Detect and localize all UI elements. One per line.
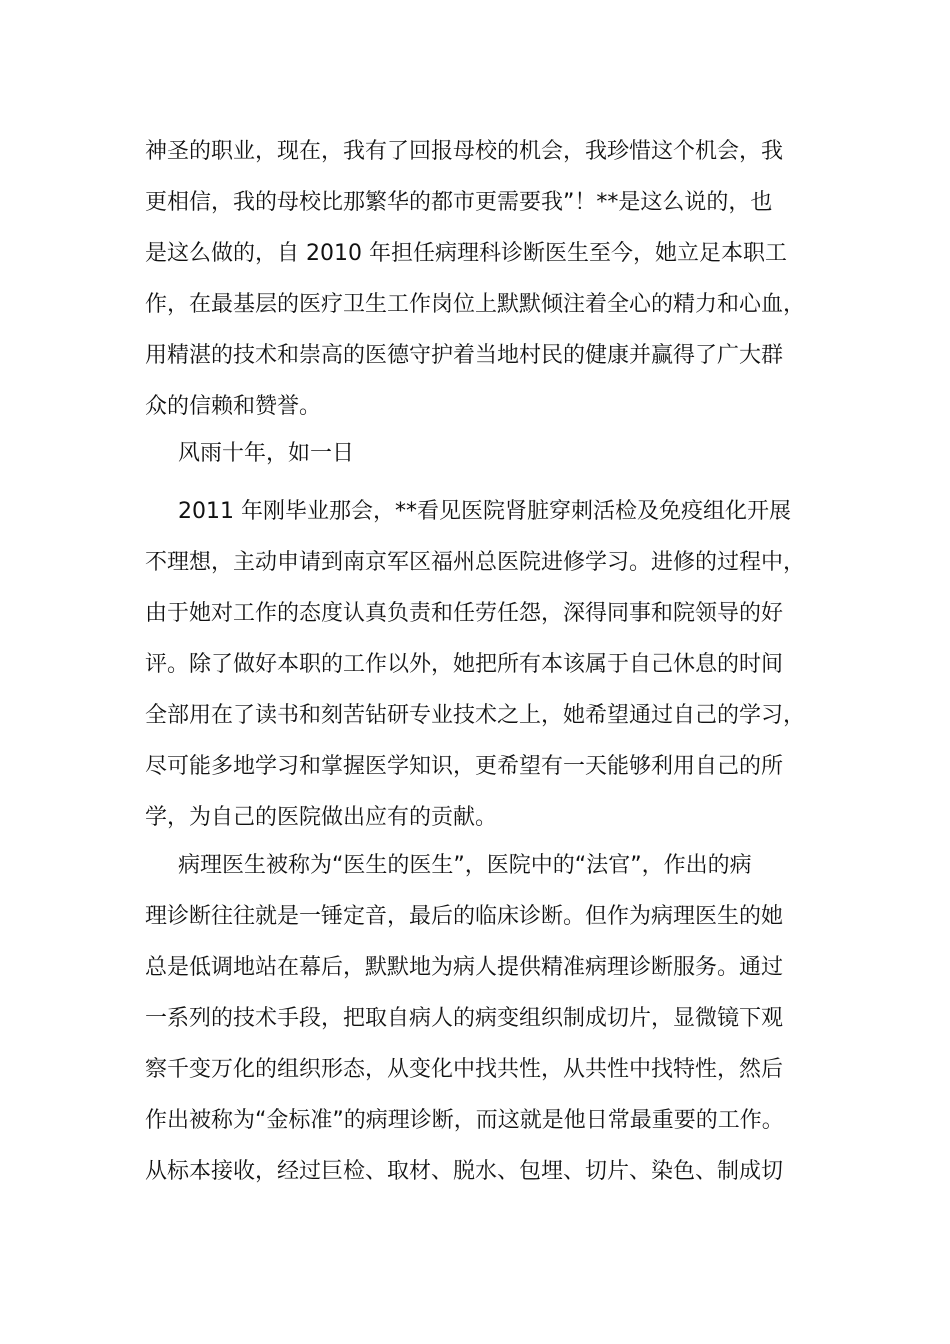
text-line: 作出被称为“金标准”的病理诊断，而这就是他日常最重要的工作。 [145,1108,784,1133]
text-line: 不理想，主动申请到南京军区福州总医院进修学习。进修的过程中， [145,550,806,575]
text-line: 病理医生被称为“医生的医生”，医院中的“法官”，作出的病 [178,853,752,878]
text-line: 是这么做的，自 2010 年担任病理科诊断医生至今，她立足本职工 [145,241,787,266]
text-line: 全部用在了读书和刻苦钻研专业技术之上，她希望通过自己的学习， [145,703,806,728]
text-line: 察千变万化的组织形态，从变化中找共性，从共性中找特性，然后 [145,1057,784,1082]
text-line: 理诊断往往就是一锤定音，最后的临床诊断。但作为病理医生的她 [145,904,784,929]
text-line: 2011 年刚毕业那会，**看见医院肾脏穿刺活检及免疫组化开展 [178,499,791,524]
text-line: 神圣的职业，现在，我有了回报母校的机会，我珍惜这个机会，我 [145,139,784,164]
paragraph-intro [145,126,805,432]
text-line: 由于她对工作的态度认真负责和任劳任怨，深得同事和院领导的好 [145,601,784,626]
paragraph-pathology [145,840,805,1197]
text-line: 一系列的技术手段，把取自病人的病变组织制成切片，显微镜下观 [145,1006,784,1031]
text-line: 学，为自己的医院做出应有的贡献。 [145,805,498,830]
text-line: 总是低调地站在幕后，默默地为病人提供精准病理诊断服务。通过 [145,955,784,980]
text-line: 用精湛的技术和崇高的医德守护着当地村民的健康并赢得了广大群 [145,343,784,368]
section-heading [145,428,805,479]
text-line: 更相信，我的母校比那繁华的都市更需要我”！**是这么说的，也 [145,190,773,215]
paragraph-training [145,486,805,843]
text-line: 作，在最基层的医疗卫生工作岗位上默默倾注着全心的精力和心血， [145,292,806,317]
text-line: 众的信赖和赞誉。 [145,394,322,419]
heading-text: 风雨十年，如一日 [178,441,355,466]
text-line: 尽可能多地学习和掌握医学知识，更希望有一天能够利用自己的所 [145,754,784,779]
text-line: 评。除了做好本职的工作以外，她把所有本该属于自己休息的时间 [145,652,784,677]
text-line: 从标本接收，经过巨检、取材、脱水、包埋、切片、染色、制成切 [145,1159,784,1184]
